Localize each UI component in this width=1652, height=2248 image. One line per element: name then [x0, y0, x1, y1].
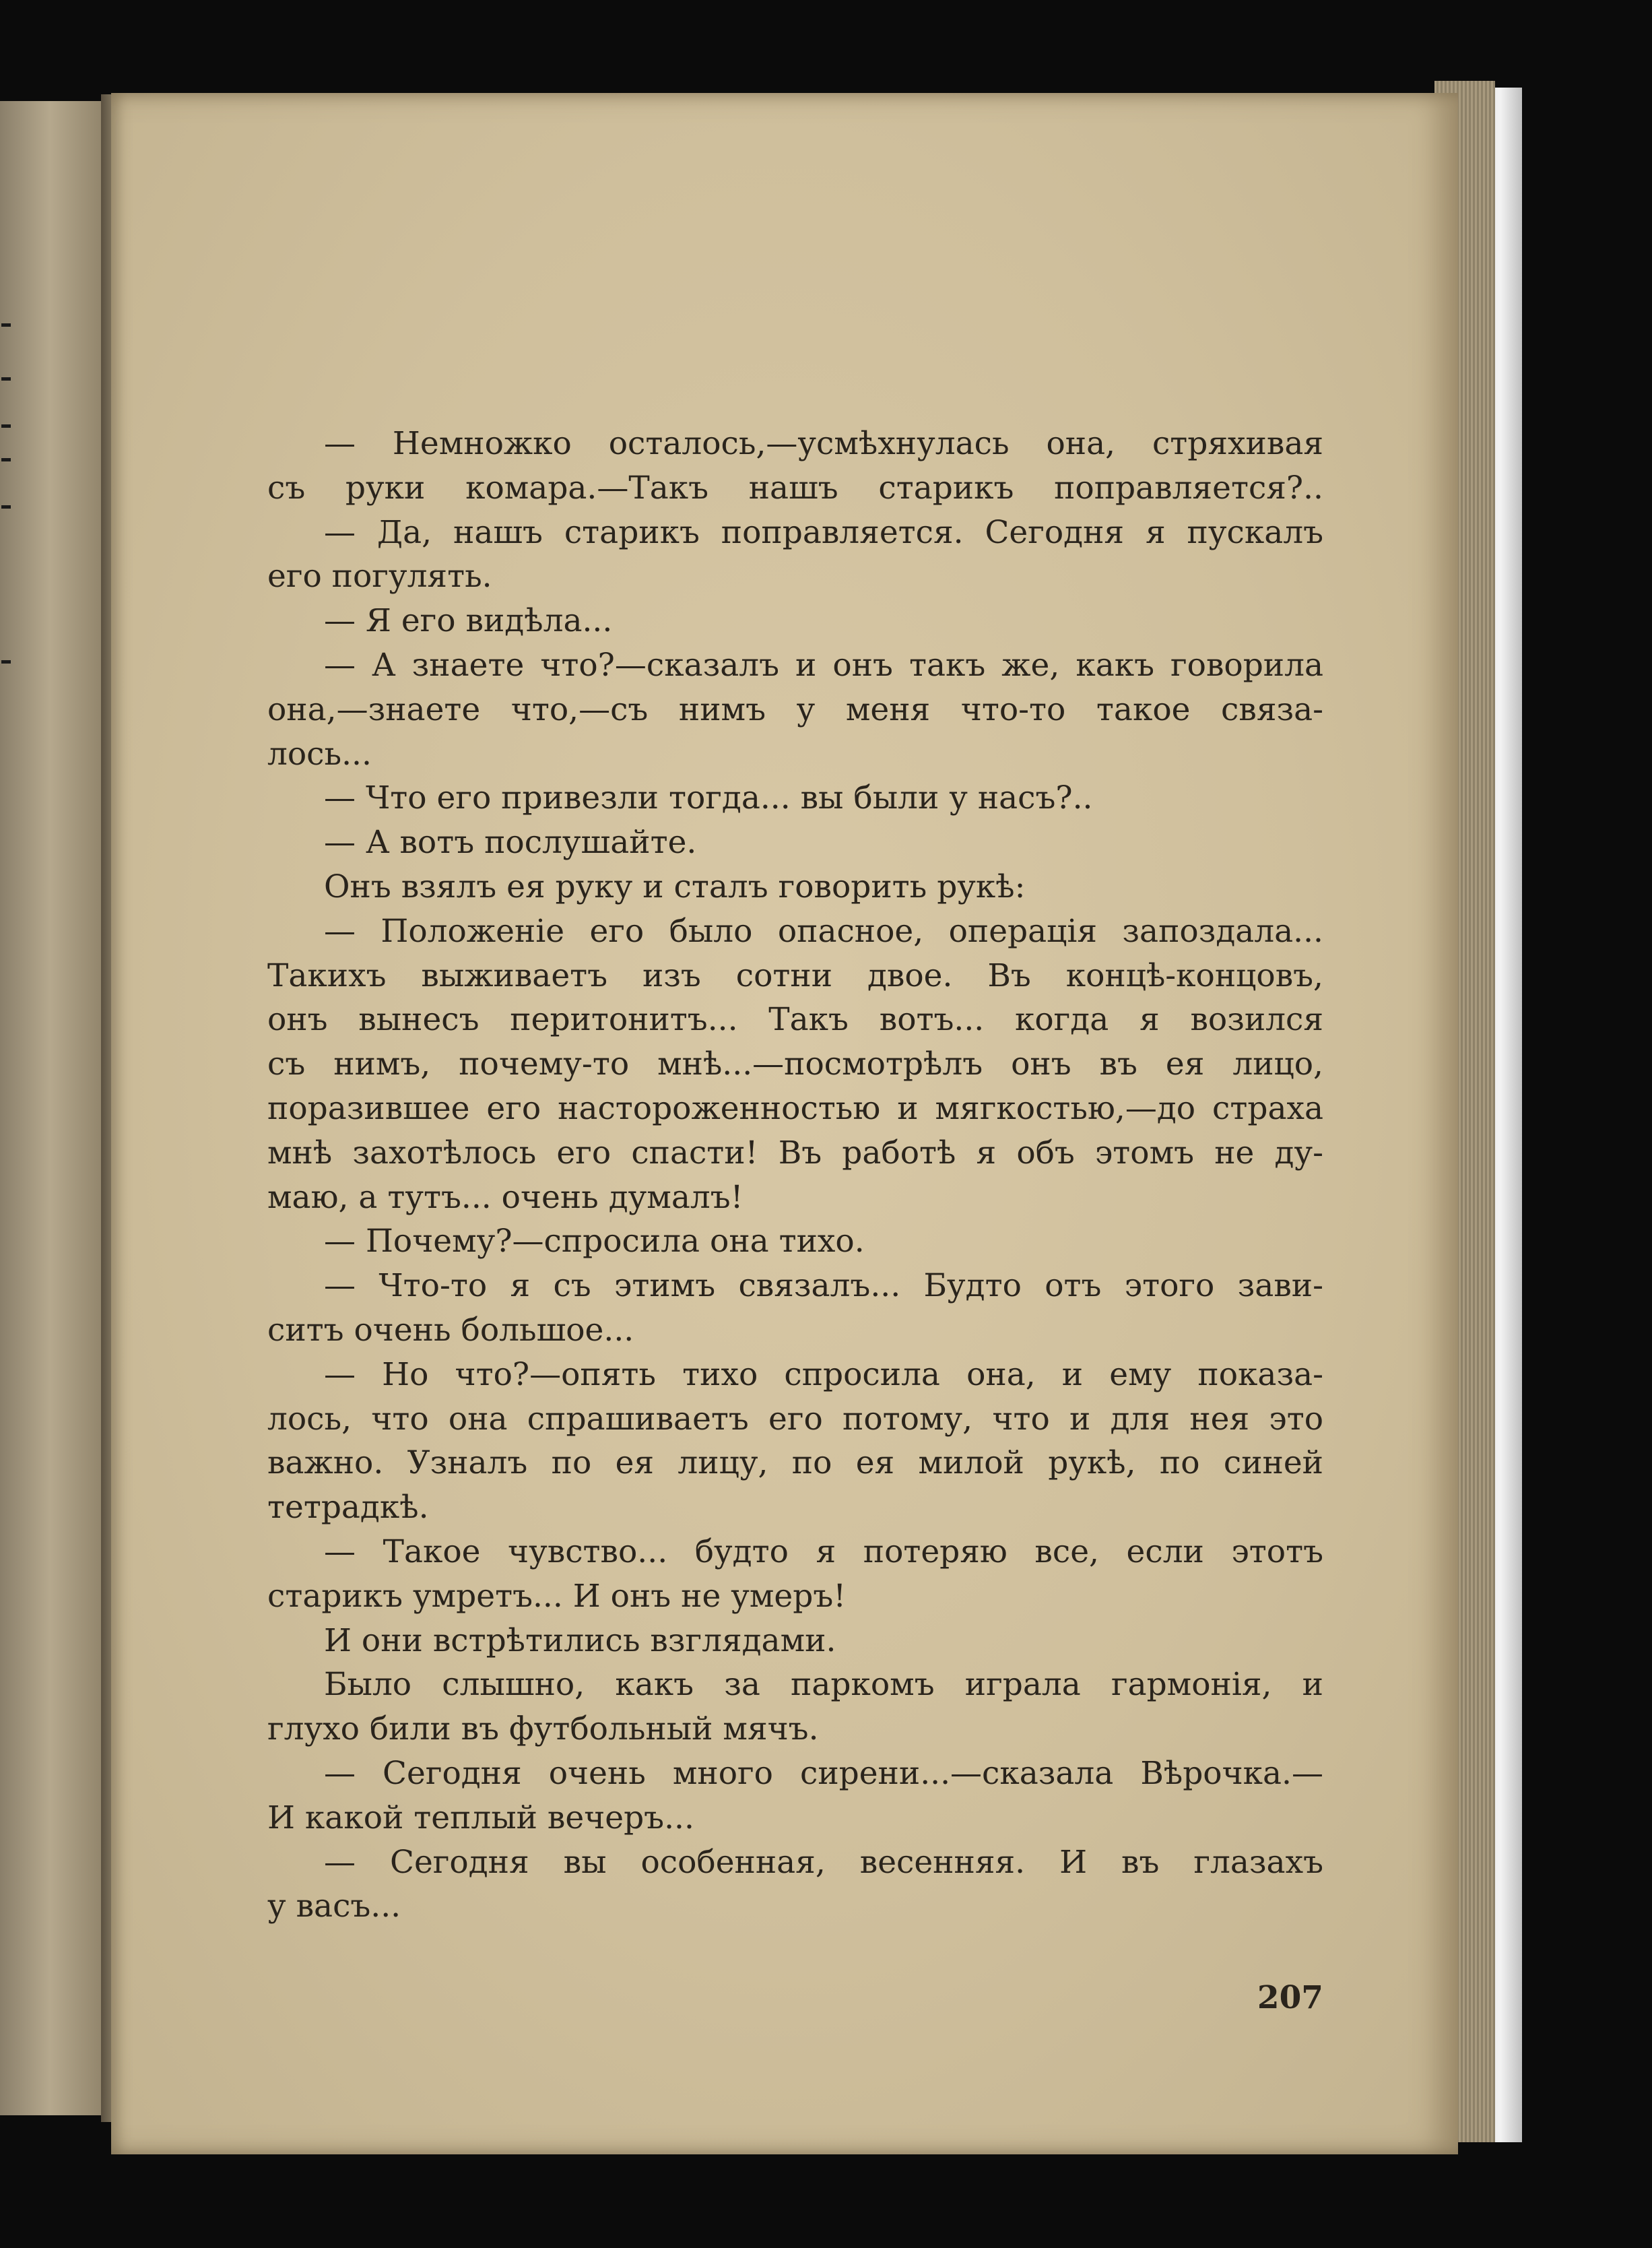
text-line: старикъ умретъ... И онъ не умеръ! [267, 1577, 847, 1615]
text-line: ситъ очень большое... [267, 1311, 634, 1349]
text-line: — Положеніе его было опасное, операція запоздала... [324, 912, 1323, 950]
text-line: его погулять. [267, 558, 492, 596]
left-edge-marks [0, 323, 13, 674]
text-line: у васъ... [267, 1888, 401, 1925]
text-line: маю, а тутъ... очень думалъ! [267, 1178, 744, 1216]
text-line: И они встрѣтились взглядами. [324, 1621, 836, 1659]
text-line: — Да, нашъ старикъ поправляется. Сегодня я пускалъ [324, 513, 1323, 551]
text-line: лось, что она спрашиваетъ его потому, что и для нея это [267, 1400, 1323, 1438]
text-line: — Немножко осталось,—усмѣхнулась она, стряхивая [324, 425, 1323, 462]
text-line: — Сегодня очень много сирени...—сказала Вѣрочка.— [324, 1754, 1323, 1792]
text-line: съ руки комара.—Такъ нашъ старикъ поправляется?.. [267, 469, 1323, 507]
text-line: — Но что?—опять тихо спросила она, и ему показа- [324, 1355, 1323, 1393]
text-line: — Почему?—спросила она тихо. [324, 1223, 865, 1260]
text-line: — Я его видѣла... [324, 602, 613, 640]
text-line: онъ вынесъ перитонитъ... Такъ вотъ... когда я возился [267, 1001, 1323, 1039]
book-page [111, 93, 1458, 2154]
text-line: Онъ взялъ ея руку и сталъ говорить рукѣ: [324, 868, 1026, 905]
text-line: съ нимъ, почему-то мнѣ...—посмотрѣлъ онъ въ ея лицо, [267, 1046, 1323, 1083]
text-line: — Сегодня вы особенная, весенняя. И въ глазахъ [324, 1843, 1323, 1881]
text-line: — Такое чувство... будто я потеряю все, если этотъ [324, 1533, 1323, 1570]
page-text [267, 422, 1323, 1929]
page-number: 207 [1257, 1979, 1323, 2016]
text-line: важно. Узналъ по ея лицу, по ея милой рукѣ, по синей [267, 1444, 1323, 1482]
left-page-edge [0, 101, 111, 2115]
text-line: Было слышно, какъ за паркомъ играла гармонія, и [324, 1666, 1323, 1704]
text-line: И какой теплый вечеръ... [267, 1799, 694, 1836]
text-line: поразившее его настороженностью и мягкостью,—до страха [267, 1089, 1323, 1127]
text-line: глухо били въ футбольный мячъ. [267, 1710, 819, 1748]
text-line: лось... [267, 735, 372, 773]
text-line: — А вотъ послушайте. [324, 824, 697, 862]
text-line: — А знаете что?—сказалъ и онъ такъ же, какъ говорила [324, 646, 1323, 684]
text-line: — Что его привезли тогда... вы были у насъ?.. [324, 779, 1093, 817]
text-line: тетрадкѣ. [267, 1489, 429, 1527]
text-line: Такихъ выживаетъ изъ сотни двое. Въ концѣ-концовъ, [267, 957, 1323, 994]
text-line: — Что-то я съ этимъ связалъ... Будто отъ этого зави- [324, 1267, 1323, 1305]
text-line: мнѣ захотѣлось его спасти! Въ работѣ я объ этомъ не ду- [267, 1134, 1323, 1171]
text-line: она,—знаете что,—съ нимъ у меня что-то такое связа- [267, 691, 1323, 728]
